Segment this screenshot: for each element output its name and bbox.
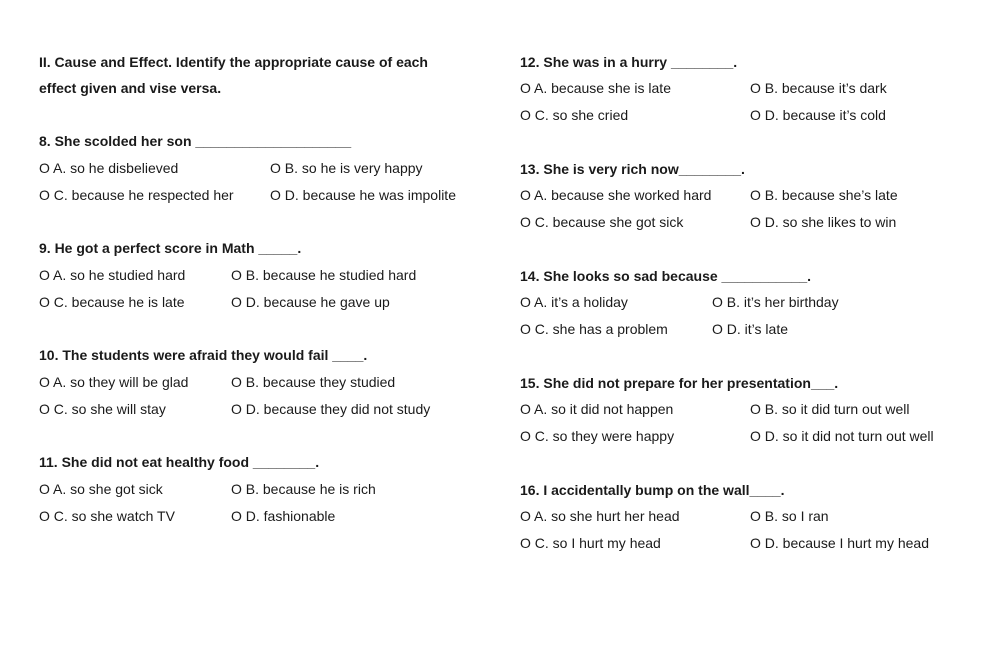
- option-c[interactable]: O C. so I hurt my head: [520, 535, 661, 551]
- option-d[interactable]: O D. because he was impolite: [270, 187, 456, 203]
- option-a[interactable]: O A. so she hurt her head: [520, 508, 680, 524]
- option-d[interactable]: O D. because they did not study: [231, 401, 431, 417]
- option-c[interactable]: O C. so they were happy: [520, 428, 675, 444]
- option-c[interactable]: O C. so she will stay: [39, 401, 166, 417]
- question-text: 11. She did not eat healthy food ________.: [39, 454, 320, 470]
- option-c[interactable]: O C. because he is late: [39, 294, 185, 310]
- option-c[interactable]: O C. so she cried: [520, 107, 629, 123]
- question-text: 9. He got a perfect score in Math _____.: [39, 240, 302, 256]
- option-d[interactable]: O D. because I hurt my head: [750, 535, 929, 551]
- option-a[interactable]: O A. so he studied hard: [39, 267, 186, 283]
- option-c[interactable]: O C. she has a problem: [520, 321, 668, 337]
- question-text: 8. She scolded her son ____________________: [39, 133, 352, 149]
- option-b[interactable]: O B. it’s her birthday: [712, 294, 839, 310]
- option-b[interactable]: O B. because he is rich: [231, 481, 376, 497]
- option-d[interactable]: O D. so she likes to win: [750, 214, 897, 230]
- option-d[interactable]: O D. because he gave up: [231, 294, 390, 310]
- option-c[interactable]: O C. because he respected her: [39, 187, 234, 203]
- question-text: 14. She looks so sad because ___________.: [520, 268, 812, 284]
- option-c[interactable]: O C. because she got sick: [520, 214, 684, 230]
- option-a[interactable]: O A. because she is late: [520, 80, 671, 96]
- option-a[interactable]: O A. because she worked hard: [520, 187, 712, 203]
- option-b[interactable]: O B. because they studied: [231, 374, 396, 390]
- section-heading: II. Cause and Effect. Identify the appropriate cause of each: [39, 54, 428, 70]
- option-a[interactable]: O A. so he disbelieved: [39, 160, 179, 176]
- option-b[interactable]: O B. so it did turn out well: [750, 401, 910, 417]
- question-text: 10. The students were afraid they would fail ____.: [39, 347, 368, 363]
- option-b[interactable]: O B. so I ran: [750, 508, 829, 524]
- option-a[interactable]: O A. so they will be glad: [39, 374, 189, 390]
- option-b[interactable]: O B. because it’s dark: [750, 80, 887, 96]
- option-d[interactable]: O D. because it’s cold: [750, 107, 886, 123]
- question-text: 13. She is very rich now________.: [520, 161, 745, 177]
- section-heading-continued: effect given and vise versa.: [39, 80, 222, 96]
- question-text: 16. I accidentally bump on the wall____.: [520, 482, 785, 498]
- option-a[interactable]: O A. it’s a holiday: [520, 294, 628, 310]
- question-text: 12. She was in a hurry ________.: [520, 54, 738, 70]
- option-b[interactable]: O B. so he is very happy: [270, 160, 423, 176]
- option-b[interactable]: O B. because he studied hard: [231, 267, 417, 283]
- option-a[interactable]: O A. so she got sick: [39, 481, 163, 497]
- option-d[interactable]: O D. so it did not turn out well: [750, 428, 934, 444]
- option-d[interactable]: O D. it’s late: [712, 321, 788, 337]
- question-text: 15. She did not prepare for her presentation___.: [520, 375, 839, 391]
- option-c[interactable]: O C. so she watch TV: [39, 508, 175, 524]
- option-b[interactable]: O B. because she’s late: [750, 187, 898, 203]
- option-a[interactable]: O A. so it did not happen: [520, 401, 674, 417]
- option-d[interactable]: O D. fashionable: [231, 508, 336, 524]
